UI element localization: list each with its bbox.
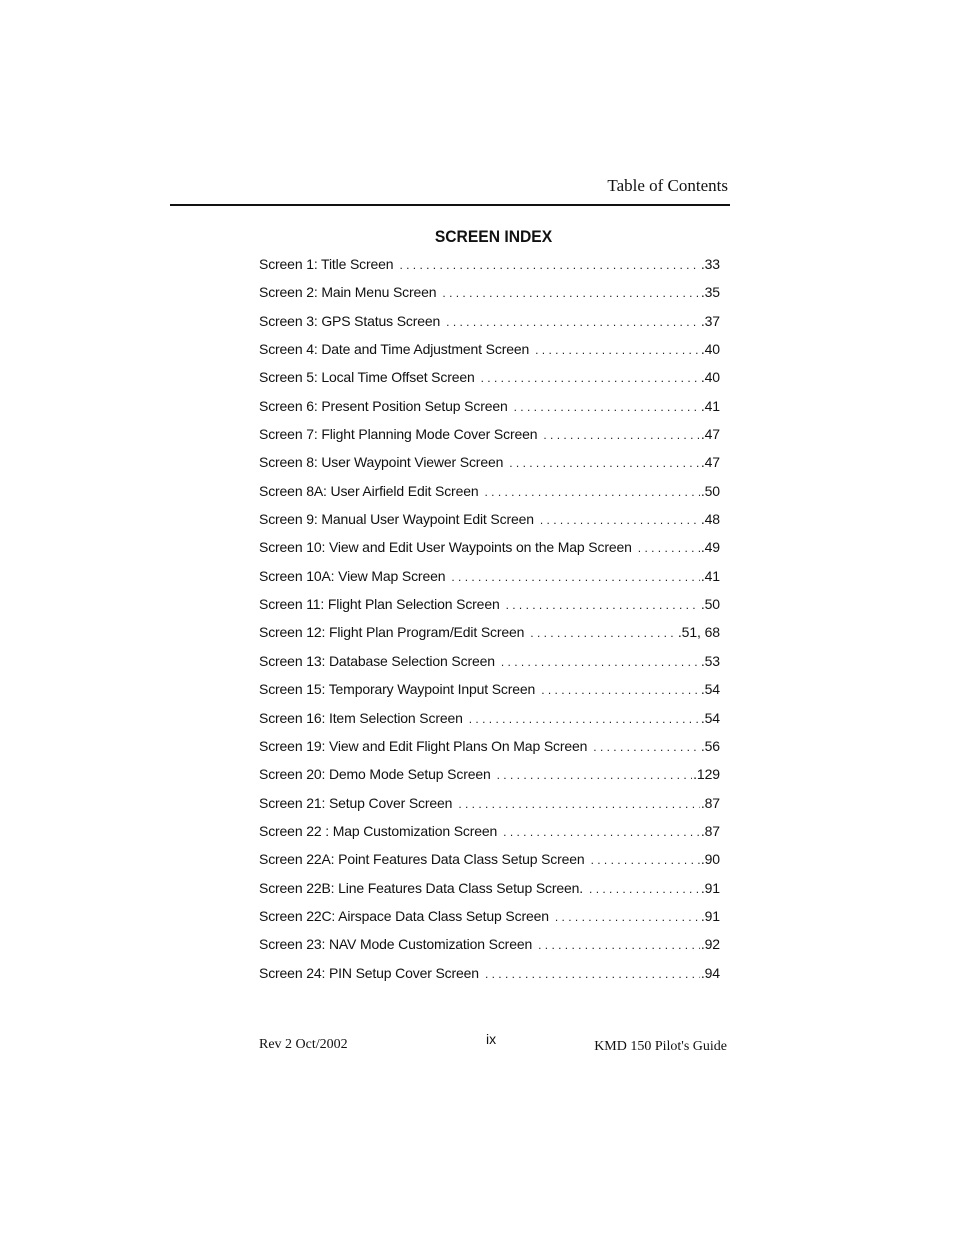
entry-page: .87 <box>700 822 720 839</box>
revision-date: Rev 2 Oct/2002 <box>259 1037 348 1052</box>
index-entry[interactable] <box>259 284 720 312</box>
entry-title: Screen 7: Flight Planning Mode Cover Screen <box>259 426 538 443</box>
entry-page: .49 <box>700 539 720 556</box>
entry-page: .50 <box>700 596 720 613</box>
index-entry[interactable] <box>259 710 720 738</box>
dot-leader <box>538 938 700 952</box>
entry-page: .54 <box>700 681 720 698</box>
entry-title: Screen 21: Setup Cover Screen <box>259 794 453 811</box>
dot-leader <box>399 258 699 272</box>
dot-leader <box>541 683 700 697</box>
index-entry[interactable] <box>259 398 720 426</box>
entry-page: .50 <box>700 482 720 499</box>
entry-title: Screen 6: Present Position Setup Screen <box>259 397 508 414</box>
index-entry[interactable] <box>259 341 720 369</box>
entry-title: Screen 10: View and Edit User Waypoints on the Map Screen <box>259 539 632 556</box>
entry-page: .129 <box>693 766 720 783</box>
dot-leader <box>540 513 700 527</box>
entry-page: .37 <box>700 312 720 329</box>
dot-leader <box>555 910 700 924</box>
index-entry[interactable] <box>259 823 720 851</box>
entry-page: .35 <box>700 284 720 301</box>
index-entry[interactable] <box>259 369 720 397</box>
dot-leader <box>589 882 700 896</box>
index-entry[interactable] <box>259 908 720 936</box>
dot-leader <box>451 570 699 584</box>
entry-title: Screen 11: Flight Plan Selection Screen <box>259 596 500 613</box>
entry-title: Screen 22C: Airspace Data Class Setup Screen <box>259 907 549 924</box>
entry-page: .54 <box>700 709 720 726</box>
dot-leader <box>509 456 700 470</box>
dot-leader <box>514 400 700 414</box>
index-entry[interactable] <box>259 539 720 567</box>
screen-index-list <box>259 256 720 993</box>
entry-title: Screen 1: Title Screen <box>259 256 394 272</box>
index-entry[interactable] <box>259 965 720 993</box>
index-entry[interactable] <box>259 880 720 908</box>
screen-index-heading: SCREEN INDEX <box>434 227 553 246</box>
entry-page: .51, 68 <box>677 624 720 641</box>
guide-title: KMD 150 Pilot's Guide <box>594 1039 727 1054</box>
index-entry[interactable] <box>259 653 720 681</box>
dot-leader <box>503 825 700 839</box>
entry-title: Screen 8: User Waypoint Viewer Screen <box>259 454 504 471</box>
index-entry[interactable] <box>259 624 720 652</box>
dot-leader <box>469 712 700 726</box>
index-entry[interactable] <box>259 766 720 794</box>
entry-page: .48 <box>700 511 720 528</box>
entry-title: Screen 8A: User Airfield Edit Screen <box>259 482 479 499</box>
entry-title: Screen 9: Manual User Waypoint Edit Screen <box>259 511 534 528</box>
entry-page: .47 <box>700 426 720 443</box>
entry-page: .87 <box>700 794 720 811</box>
entry-title: Screen 5: Local Time Offset Screen <box>259 369 475 386</box>
index-entry[interactable] <box>259 256 720 284</box>
dot-leader <box>530 626 677 640</box>
entry-title: Screen 2: Main Menu Screen <box>259 284 437 301</box>
entry-page: .53 <box>700 652 720 669</box>
entry-title: Screen 20: Demo Mode Setup Screen <box>259 766 491 783</box>
index-entry[interactable] <box>259 454 720 482</box>
entry-title: Screen 13: Database Selection Screen <box>259 652 495 669</box>
dot-leader <box>485 967 700 981</box>
entry-page: .91 <box>700 879 720 896</box>
index-entry[interactable] <box>259 596 720 624</box>
dot-leader <box>484 485 699 499</box>
dot-leader <box>442 286 699 300</box>
running-header-title: Table of Contents <box>607 176 728 195</box>
index-entry[interactable] <box>259 568 720 596</box>
index-entry[interactable] <box>259 795 720 823</box>
entry-page: .94 <box>700 964 720 981</box>
dot-leader <box>458 797 700 811</box>
entry-page: .33 <box>700 256 720 272</box>
dot-leader <box>446 315 700 329</box>
entry-page: .40 <box>700 369 720 386</box>
index-entry[interactable] <box>259 426 720 454</box>
entry-title: Screen 16: Item Selection Screen <box>259 709 463 726</box>
index-entry[interactable] <box>259 936 720 964</box>
entry-page: .91 <box>700 907 720 924</box>
entry-title: Screen 23: NAV Mode Customization Screen <box>259 936 533 953</box>
dot-leader <box>543 428 699 442</box>
entry-page: .90 <box>700 851 720 868</box>
page-number: ix <box>486 1031 497 1047</box>
index-entry[interactable] <box>259 681 720 709</box>
entry-title: Screen 3: GPS Status Screen <box>259 312 441 329</box>
index-entry[interactable] <box>259 483 720 511</box>
dot-leader <box>501 655 700 669</box>
entry-title: Screen 4: Date and Time Adjustment Screen <box>259 341 530 358</box>
dot-leader <box>481 371 700 385</box>
dot-leader <box>497 768 693 782</box>
entry-title: Screen 22 : Map Customization Screen <box>259 822 498 839</box>
entry-title: Screen 24: PIN Setup Cover Screen <box>259 964 479 981</box>
entry-page: .47 <box>700 454 720 471</box>
entry-title: Screen 22A: Point Features Data Class Setup Screen <box>259 851 585 868</box>
entry-page: .41 <box>700 567 720 584</box>
entry-page: .40 <box>700 341 720 358</box>
dot-leader <box>638 541 700 555</box>
entry-title: Screen 12: Flight Plan Program/Edit Screen <box>259 624 525 641</box>
dot-leader <box>506 598 700 612</box>
header-rule <box>170 204 730 206</box>
entry-title: Screen 10A: View Map Screen <box>259 567 446 584</box>
entry-page: .92 <box>700 936 720 953</box>
index-entry[interactable] <box>259 738 720 766</box>
entry-page: .41 <box>700 397 720 414</box>
entry-page: .56 <box>700 737 720 754</box>
dot-leader <box>593 740 700 754</box>
index-entry[interactable] <box>259 313 720 341</box>
dot-leader <box>535 343 700 357</box>
dot-leader <box>591 853 700 867</box>
entry-title: Screen 22B: Line Features Data Class Setup Screen. <box>259 879 584 896</box>
entry-title: Screen 15: Temporary Waypoint Input Screen <box>259 681 536 698</box>
index-entry[interactable] <box>259 851 720 879</box>
entry-title: Screen 19: View and Edit Flight Plans On Map Screen <box>259 737 588 754</box>
index-entry[interactable] <box>259 511 720 539</box>
